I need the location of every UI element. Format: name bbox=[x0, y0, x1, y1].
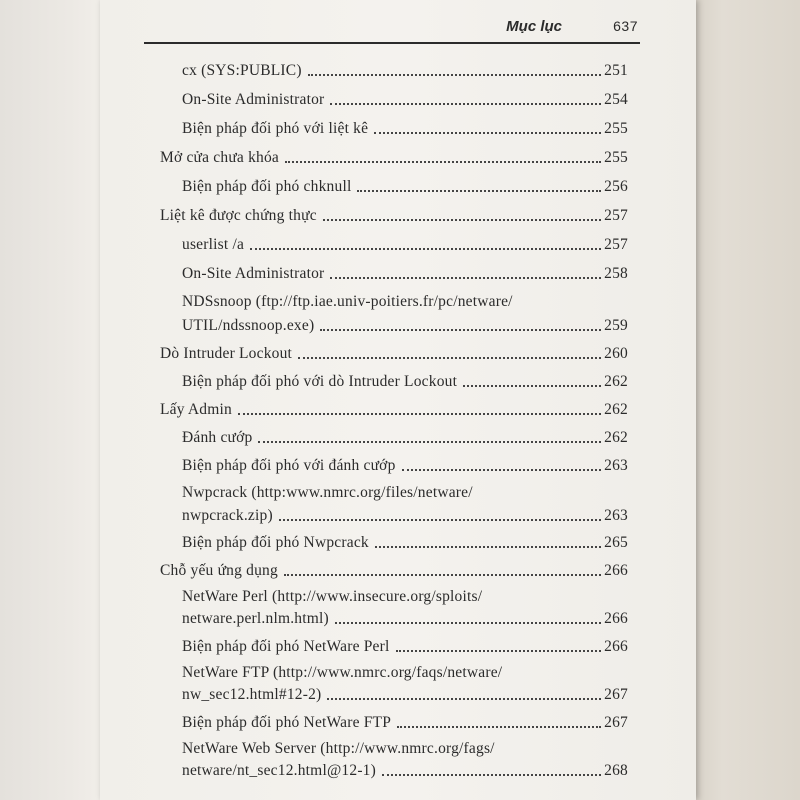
toc-entry: Biện pháp đối phó Nwpcrack 265 bbox=[182, 534, 628, 551]
toc-entry: nw_sec12.html#12-2) 267 bbox=[182, 686, 628, 703]
toc-entry: Liệt kê được chứng thực 257 bbox=[160, 207, 628, 224]
toc-entry: nwpcrack.zip) 263 bbox=[182, 507, 628, 524]
toc-entry: netware.perl.nlm.html) 266 bbox=[182, 610, 628, 627]
book-gutter bbox=[0, 0, 100, 800]
toc-entry: cx (SYS:PUBLIC) 251 bbox=[182, 62, 628, 79]
toc-entry-line1: NetWare FTP (http://www.nmrc.org/faqs/netware/ bbox=[182, 664, 503, 681]
page-number: 637 bbox=[613, 18, 638, 34]
book-page bbox=[100, 0, 696, 800]
toc-entry: netware/nt_sec12.html@12-1) 268 bbox=[182, 762, 628, 779]
section-title: Mục lục bbox=[506, 18, 562, 35]
toc-entry: Lấy Admin 262 bbox=[160, 401, 628, 418]
toc-entry: On-Site Administrator 258 bbox=[182, 265, 628, 282]
toc-entry: Biện pháp đối phó chknull 256 bbox=[182, 178, 628, 195]
toc-entry-line1: NDSsnoop (ftp://ftp.iae.univ-poitiers.fr/pc/netware/ bbox=[182, 293, 513, 310]
toc-entry: Chỗ yếu ứng dụng 266 bbox=[160, 562, 628, 579]
toc-entry: Biện pháp đối phó với đánh cướp 263 bbox=[182, 457, 628, 474]
toc-entry: Biện pháp đối phó NetWare FTP 267 bbox=[182, 714, 628, 731]
toc-entry: Đánh cướp 262 bbox=[182, 429, 628, 446]
toc-entry-line1: NetWare Perl (http://www.insecure.org/sploits/ bbox=[182, 588, 483, 605]
toc-entry: Dò Intruder Lockout 260 bbox=[160, 345, 628, 362]
toc-entry: Biện pháp đối phó NetWare Perl 266 bbox=[182, 638, 628, 655]
toc-entry: Biện pháp đối phó với dò Intruder Lockout 262 bbox=[182, 373, 628, 390]
toc-entry: Mở cửa chưa khóa 255 bbox=[160, 149, 628, 166]
page-edges bbox=[696, 0, 800, 800]
toc-entry-line1: NetWare Web Server (http://www.nmrc.org/fags/ bbox=[182, 740, 495, 757]
toc-entry: userlist /a 257 bbox=[182, 236, 628, 253]
toc-entry-line1: Nwpcrack (http:www.nmrc.org/files/netware/ bbox=[182, 484, 473, 501]
running-header bbox=[144, 16, 640, 44]
toc-entry: Biện pháp đối phó với liệt kê 255 bbox=[182, 120, 628, 137]
toc-entry: On-Site Administrator 254 bbox=[182, 91, 628, 108]
toc-entry: UTIL/ndssnoop.exe) 259 bbox=[182, 317, 628, 334]
